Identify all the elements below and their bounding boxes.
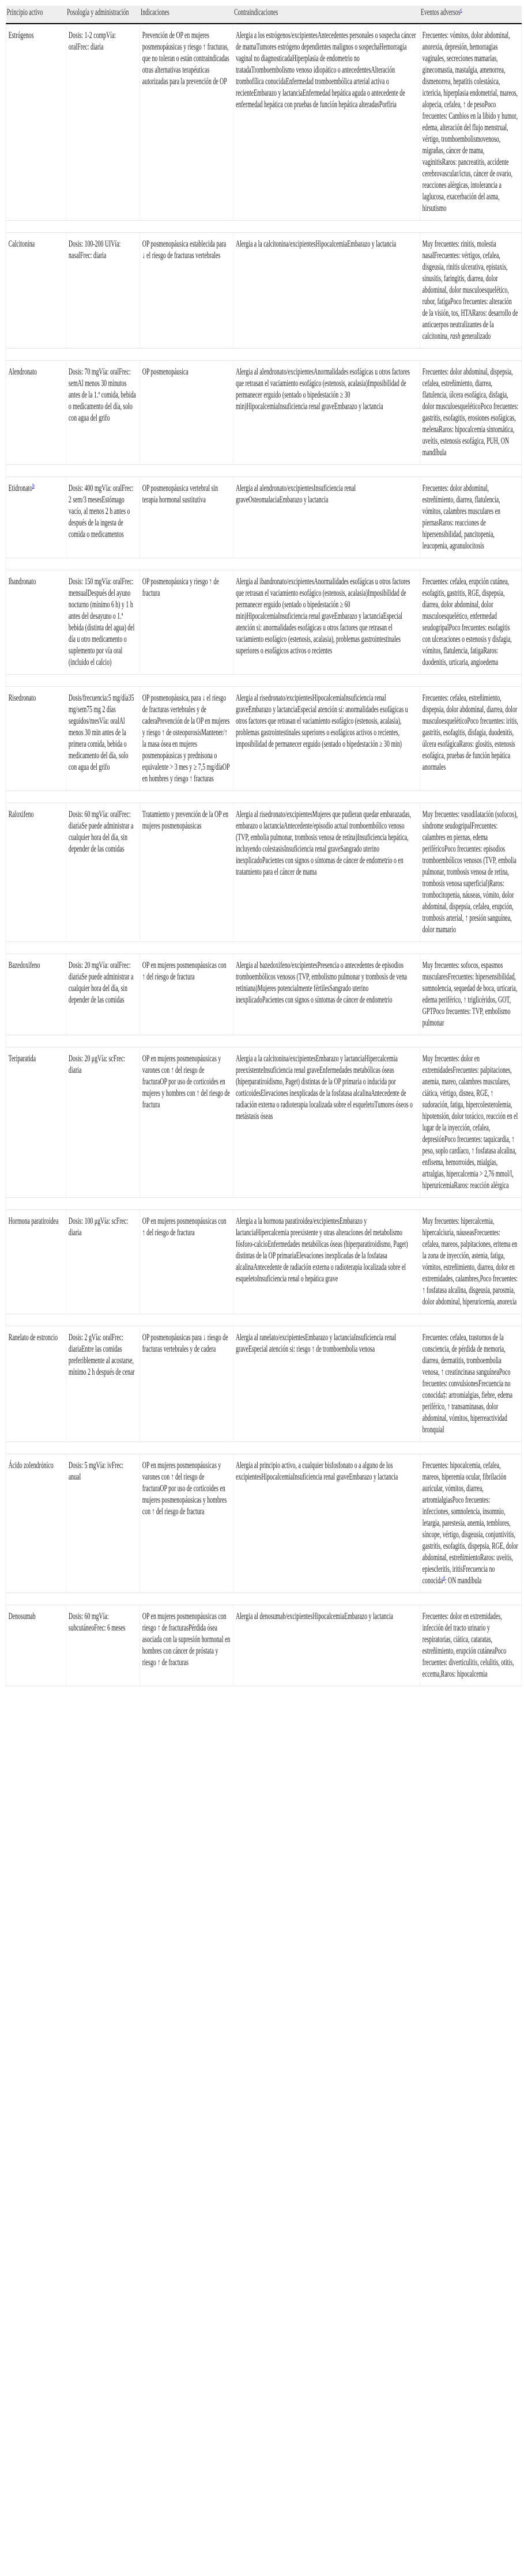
adverse-events-cell	[420, 1047, 522, 1198]
footnote-link-c[interactable]: c	[460, 6, 462, 13]
spacer-row	[6, 349, 521, 361]
cell-text: Denosumab	[8, 1612, 36, 1621]
contraindications-cell: Alergia al risedronato/excipientesHipocalcemiaInsuficiencia renal graveEmbarazo y lactanciaEspecial atención si: anormalidades esofágicas u otros factores que retrasan el vaciamiento esofágico (estenosis, acalasia), problemas gastrointestinales superiores o esofágicos activos o recientes, imposibilidad de permanecer erguido (sentado o bipedestación ≥ 30 min)	[233, 687, 420, 791]
spacer-row	[6, 1314, 521, 1326]
active-ingredient-cell	[6, 361, 66, 465]
cell-text: Muy frecuentes: sofocos, espasmos muscularesFrecuentes: hipersensibilidad, somnolencia, sequedad de boca, urticaria, edema periférico, ↑ triglicéridos, GOT, GPTPoco frecuentes: TVP, embolismo pulmonar	[422, 960, 518, 1028]
osteoporosis-drugs-table	[6, 6, 522, 1686]
adverse-events-cell	[420, 1605, 522, 1686]
header-dosing: Posología y administración	[66, 6, 140, 24]
active-ingredient-cell	[6, 1047, 66, 1198]
spacer-row	[6, 1035, 521, 1047]
cell-text: Risedronato	[8, 693, 36, 703]
cell-text: Frecuentes: cefalea, trastornos de la consciencia, de pérdida de memoria, diarrea, dermatitis, tromboembolia venosa, ↑ creatincinasa sanguíneaPoco frecuentes: convulsionesFrecuencia no conocida‡: artromialgias, fiebre, edema periférico, ↑ transaminasas, dolor abdominal, vómitos, hiperreactividad bronquial	[422, 1333, 512, 1435]
header-contraindications: Contraindicaciones	[233, 6, 420, 24]
cell-text: Raloxifeno	[8, 810, 34, 819]
cell-text: generalizado	[460, 331, 491, 341]
indications-cell: OP en mujeres posmenopáusicas con ↑ del riesgo de fractura	[140, 954, 233, 1035]
adverse-events-cell	[420, 1210, 522, 1314]
active-ingredient-cell	[6, 1210, 66, 1314]
adverse-events-cell	[420, 570, 522, 675]
cell-text: Estrógenos	[8, 31, 34, 40]
active-ingredient-cell	[6, 1605, 66, 1686]
indications-cell: OP posmenopáusica vertebral sin terapia hormonal sustitutiva	[140, 477, 233, 558]
header-adverse-events	[420, 6, 522, 24]
cell-text: Frecuentes: cefalea, estreñimiento, dispepsia, dolor abdominal, diarrea, dolor musculoesqueléticoPoco frecuentes: iritis, gastritis, esofagitis, disfagia, duodenitis, úlcera esofágicaRaros: glositis, estenosis esofágica, pruebas de función hepática anormales	[422, 693, 518, 772]
adverse-events-cell	[420, 361, 522, 465]
contraindications-cell: Alergia a la calcitonina/excipientesHipocalcemiaEmbarazo y lactancia	[233, 233, 420, 349]
active-ingredient-cell	[6, 954, 66, 1035]
contraindications-cell: Alergia al alendronato/excipientesInsuficiencia renal graveOsteomalaciaEmbarazo y lactancia	[233, 477, 420, 558]
cell-text: Ácido zolendrónico	[8, 1461, 54, 1470]
indications-cell: OP posmenopáusica establecida para ↓ el riesgo de fracturas vertebrales	[140, 233, 233, 349]
contraindications-cell: Alergia al principio activo, a cualquier bisfosfonato o a alguno de los excipientesHipocalcemiaInsuficiencia renal graveEmbarazo y lactancia	[233, 1454, 420, 1593]
adverse-events-cell	[420, 687, 522, 791]
table-row	[6, 1047, 521, 1198]
indications-cell: OP posmenopáusica y riesgo ↑ de fractura	[140, 570, 233, 675]
cell-text: Frecuentes: dolor abdominal, dispepsia, cefalea, estreñimiento, diarrea, flatulencia, úlcera esofágica, disfagia, dolor musculoesqueléticoPoco frecuentes: gastritis, esofagitis, erosiones esofágicas, melenaRaros: hipocalcemia sintomática, uveítis, estenosis esofágica, PUH, ON mandíbula	[422, 367, 519, 457]
spacer-row	[6, 942, 521, 954]
cell-text: Bazedoxifeno	[8, 960, 40, 970]
adverse-events-cell	[420, 1454, 522, 1593]
spacer-cell	[6, 1035, 521, 1047]
cell-text: Muy frecuentes: hipercalcemia, hipercalciuria, náuseasFrecuentes: cefalea, mareos, palpitaciones, eritema en la zona de inyección, astenia, fatiga, vómitos, estreñimiento, diarrea, dolor en extremidades, calambres,Poco frecuentes: ↑ fosfatasa alcalina, disgeusia, parosmia, dolor abdominal, hiperuricemia, anorexia	[422, 1216, 518, 1307]
dosing-cell: Dosis: 20 mgVía: oralFrec: diariaSe puede administrar a cualquier hora del día, sin depender de las comidas	[66, 954, 140, 1035]
indications-cell: Tratamiento y prevención de la OP en mujeres posmenopáusicas	[140, 803, 233, 942]
dosing-cell: Dosis: 1-2 compVía: oralFrec: diaria	[66, 24, 140, 221]
table-row	[6, 24, 521, 221]
spacer-cell	[6, 1593, 521, 1605]
cell-text: Frecuentes: hipocalcemia, cefalea, mareos, hiperemia ocular, fibrilación auricular, vómitos, diarrea, artromialgiasPoco frecuentes: infecciones, somnolencia, insomnio, letargia, parestesia, anemia, temblores, síncope, vértigo, disgeusia, conjuntivitis, gastritis, esofagitis, dispepsia, RGE, dolor abdominal, estreñimientoRaros: uveítis, epiescleritis, iritisFrecuencia no conocida	[422, 1461, 518, 1586]
dosing-cell: Dosis: 150 mgVía: oralFrec: mensualDespués del ayuno nocturno (mínimo 6 h) y 1 h antes del desayuno o 1.ª bebida (distinta del agua) del día u otro medicamento o suplemento por vía oral (incluido el calcio)	[66, 570, 140, 675]
table-header	[6, 6, 521, 24]
dosing-cell: Dosis: 100-200 UIVía: nasalFrec: diaria	[66, 233, 140, 349]
contraindications-cell: Alergia al ibandronato/excipientesAnormalidades esofágicas u otros factores que retrasan el vaciamiento esofágico (estenosis, acalasia)Imposibilidad de permanecer erguido (sentado o bipedestación ≥ 60 min)HipocalcemiaInsuficiencia renal graveEmbarazo y lactanciaEspecial atención si: anormalidades esofágicas u otros factores que retrasan el vaciamiento esofágico (estenosis, acalasia), problemas gastrointestinales superiores o esofágicos activos o recientes	[233, 570, 420, 675]
contraindications-cell: Alergia al denosumab/excipientesHipocalcemiaEmbarazo y lactancia	[233, 1605, 420, 1686]
cell-text: Ibandronato	[8, 577, 36, 587]
cell-text: Alendronato	[8, 367, 37, 377]
header-adverse-label: Eventos adversos	[420, 7, 461, 17]
contraindications-cell: Alergia al bazedoxifeno/excipientesPresencia o antecedentes de episodios tromboembólicos venosos (TVP, embolismo pulmonar y trombosis de vena retiniana)Mujeres potencialmente fértilesSangrado uterino inexplicadoPacientes con signos o síntomas de cáncer de endometrio	[233, 954, 420, 1035]
spacer-cell	[6, 942, 521, 954]
table-row	[6, 1454, 521, 1593]
active-ingredient-cell	[6, 570, 66, 675]
table-row	[6, 1210, 521, 1314]
table-body	[6, 24, 521, 1686]
footnote-link-d[interactable]: d	[443, 1574, 445, 1582]
cell-text: Frecuentes: dolor abdominal, estreñimiento, diarrea, flatulencia, vómitos, calambres musculares en piernasRaros: reacciones de hipersensibilidad, pancitopenia, leucopenia, agranulocitosis	[422, 483, 500, 551]
header-indications: Indicaciones	[140, 6, 233, 24]
header-active-ingredient: Principio activo	[6, 6, 66, 24]
dosing-cell: Dosis: 20 μgVía: scFrec: diaria	[66, 1047, 140, 1198]
contraindications-cell: Alergia a la calcitonina/excipientesEmbarazo y lactanciaHipercalcemia preexistenteInsuficiencia renal graveEnfermedades metabólicas óseas (hiperparatiroidismo, Paget) distintas de la OP primaria o inducida por corticoidesElevaciones inexplicadas de la fosfatasa alcalinaAntecedente de radiación externa o radioterapia localizada sobre el esqueletoTumores óseos o metástasis óseas	[233, 1047, 420, 1198]
table-row	[6, 1326, 521, 1442]
cell-text: Muy frecuentes: dolor en extremidadesFrecuentes: palpitaciones, anemia, mareo, calambres musculares, ciática, vértigo, disnea, RGE, ↑ sudoración, fatiga, hipercolesterolemia, hipotensión, dolor torácico, reacción en el lugar de la inyección, cefalea, depresiónPoco frecuentes: taquicardia, ↑ peso, soplo cardíaco, ↑ fosfatasa alcalina, enfisema, hemorroides, mialgias, artralgias, hipercalcemia > 2,76 mmol/l, hiperuricemiaRaros: reacción alérgica	[422, 1054, 518, 1190]
spacer-row	[6, 558, 521, 570]
cell-text: Calcitonina	[8, 239, 35, 249]
indications-cell: OP posmenopáusica, para ↓ el riesgo de fracturas vertebrales y de caderaPrevención de la OP en mujeres y riesgo ↑ de osteoporosisMantener/↑ la masa ósea en mujeres posmenopáusicas y prednisona o equivalente > 3 mes y ≥ 7,5 mg/díaOP en hombres y riesgo ↑ fracturas	[140, 687, 233, 791]
cell-text: Teriparatida	[8, 1054, 36, 1064]
contraindications-cell: Alergia al alendronato/excipientesAnormalidades esofágicas u otros factores que retrasan el vaciamiento esofágico (estenosis, acalasia)Imposibilidad de permanecer erguido (sentado o bipedestación ≥ 30 min)HipocalcemiaInsuficiencia renal graveEmbarazo y lactancia	[233, 361, 420, 465]
spacer-cell	[6, 558, 521, 570]
table-row	[6, 954, 521, 1035]
cell-text: Ranelato de estroncio	[8, 1333, 58, 1342]
spacer-row	[6, 1198, 521, 1210]
indications-cell: OP en mujeres posmenopáusicas con ↑ del riesgo de fractura	[140, 1210, 233, 1314]
contraindications-cell: Alergia al risedronato/excipientesMujeres que pudieran quedar embarazadas, embarazo o lactanciaAntecedente/episodio actual tromboembólico venoso (TVP, embolia pulmonar, trombosis venosa de retina)Insuficiencia hepática, incluyendo colestasisInsuficiencia renal graveSangrado uterino inexplicadoPacientes con signos o síntomas de cáncer de endometrio o en tratamiento para el cáncer de mama	[233, 803, 420, 942]
indications-cell: Prevención de OP en mujeres posmenopáusicas y riesgo ↑ fracturas, que no toleran o están contraindicadas otras alternativas terapéuticas autorizadas para la prevención de OP	[140, 24, 233, 221]
spacer-row	[6, 675, 521, 687]
dosing-cell: Dosis: 70 mgVía: oralFrec: semAl menos 30 minutos antes de la 1.ª comida, bebida o medicamento del día, solo con agua del grifo	[66, 361, 140, 465]
dosing-cell: Dosis: 60 mgVía: subcutáneoFrec: 6 meses	[66, 1605, 140, 1686]
spacer-cell	[6, 1442, 521, 1454]
active-ingredient-cell	[6, 687, 66, 791]
dosing-cell: Dosis: 400 mgVía: oralFrec: 2 sem/3 mesesEstómago vacío, al menos 2 h antes o después de la ingesta de comida o medicamentos	[66, 477, 140, 558]
dosing-cell: Dosis: 60 mgVía: oralFrec: diariaSe puede administrar a cualquier hora del día, sin depender de las comidas	[66, 803, 140, 942]
cell-text: Etidronato	[8, 483, 33, 493]
adverse-events-cell	[420, 803, 522, 942]
indications-cell: OP en mujeres posmenopáusicas y varones con ↑ del riesgo de fracturaOP por uso de corticoides en mujeres posmenopáusicas y hombres con ↑ del riesgo de fractura	[140, 1454, 233, 1593]
cell-text: : ON mandíbula	[444, 1576, 482, 1586]
table-row	[6, 477, 521, 558]
indications-cell: OP en mujeres posmenopáusicas con riesgo ↑ de fracturasPérdida ósea asociada con la supresión hormonal en hombres con cáncer de próstata y riesgo ↑ de fracturas	[140, 1605, 233, 1686]
dosing-cell: Dosis: 100 μgVía: scFrec: diaria	[66, 1210, 140, 1314]
spacer-cell	[6, 349, 521, 361]
spacer-row	[6, 465, 521, 477]
adverse-events-cell	[420, 24, 522, 221]
dosing-cell: Dosis: 2 gVía: oralFrec: diariaEntre las comidas preferiblemente al acostarse, mínimo 2 h después de cenar	[66, 1326, 140, 1442]
active-ingredient-cell	[6, 477, 66, 558]
contraindications-cell: Alergia a la hormona paratiroidea/excipientesEmbarazo y lactanciaHipercalcemia preexistente y otras alteraciones del metabolismo fósforo-calcioEnfermedades metabólicas óseas (hiperparatiroidismo, Paget) distintas de la OP primariaElevaciones inexplicadas de la fosfatasa alcalinaAntecedente de radiación externa o radioterapia localizada sobre el esqueletoInsuficiencia renal o hepática grave	[233, 1210, 420, 1314]
cell-text: Frecuentes: cefalea, erupción cutánea, esofagitis, gastritis, RGE, dispepsia, diarrea, dolor abdominal, dolor musculoesquelético, enfermedad seudogripalPoco frecuentes: esofagitis con ulceraciones o estenosis y disfagia, vómitos, flatulencia, fatigaRaros: duodenitis, urticaria, angioedema	[422, 577, 512, 667]
active-ingredient-cell	[6, 1326, 66, 1442]
contraindications-cell: Alergia al ranelato/excipientesEmbarazo y lactanciaInsuficiencia renal graveEspecial atención si: riesgo ↑ de tromboembolia venosa	[233, 1326, 420, 1442]
active-ingredient-cell	[6, 24, 66, 221]
active-ingredient-cell	[6, 1454, 66, 1593]
active-ingredient-cell	[6, 803, 66, 942]
cell-text: Muy frecuentes: vasodilatación (sofocos), síndrome seudogripalFrecuentes: calambres en piernas, edema periféricoPoco frecuentes: episodios tromboembólicos venosos (TVP, embolia pulmonar, trombosis venosa de retina, trombosis venosa superficial)Raros: trombocitopenia, náuseas, vómito, dolor abdominal, dispepsia, cefalea, erupción, trombosis arterial, ↑ presión sanguínea, dolor mamario	[422, 810, 518, 935]
spacer-row	[6, 1442, 521, 1454]
cell-text: Muy frecuentes: rinitis, molestia nasalFrecuentes: vértigos, cefalea, disgeusia, rinitis ulcerativa, epistaxis, sinusitis, faringitis, diarrea, dolor abdominal, dolor musculoesquelético, rubor, fatigaPoco frecuentes: alteración de la visión, tos, HTARaros: desarrollo de anticuerpos neutralizantes de la calcitonina,	[422, 239, 518, 341]
spacer-cell	[6, 465, 521, 477]
cell-text: Hormona paratiroidea	[8, 1216, 59, 1226]
table-row	[6, 570, 521, 675]
active-ingredient-cell	[6, 233, 66, 349]
spacer-row	[6, 1593, 521, 1605]
spacer-row	[6, 221, 521, 233]
table-row	[6, 803, 521, 942]
adverse-events-cell	[420, 477, 522, 558]
spacer-cell	[6, 1198, 521, 1210]
adverse-events-cell	[420, 954, 522, 1035]
indications-cell: OP posmenopáusicas para ↓ riesgo de fracturas vertebrales y de cadera	[140, 1326, 233, 1442]
dosing-cell: Dosis/frecuencia:5 mg/día35 mg/sem75 mg 2 días seguidos/mesVía: oralAl menos 30 min antes de la primera comida, bebida o medicamento del día, solo con agua del grifo	[66, 687, 140, 791]
adverse-events-cell	[420, 1326, 522, 1442]
spacer-cell	[6, 221, 521, 233]
spacer-row	[6, 791, 521, 803]
adverse-events-cell	[420, 233, 522, 349]
cell-text: Frecuentes: vómitos, dolor abdominal, anorexia, depresión, hemorragias vaginales, secreciones mamarias, ginecomastia, mastalgia, amenorrea, dismenorrea, hepatitis colestásica, ictericia, hiperplasia endometrial, mareos, alopecia, cefalea, ↑ de pesoPoco frecuentes: Cambios en la libido y humor, edema, alteración del flujo menstrual, vértigo, tromboembolismovenoso, migrañas, cáncer de mama, vaginitisRaros: pancreatitis, accidente cerebrovascular/ictus, cáncer de ovario, reacciones alérgicas, intolerancia a laglucosa, exacerbación del asma, hirsutismo	[422, 31, 518, 213]
dosing-cell: Dosis: 5 mgVía: ivFrec: anual	[66, 1454, 140, 1593]
italic-text: rash	[450, 331, 461, 341]
table-row	[6, 687, 521, 791]
indications-cell: OP en mujeres posmenopáusicas y varones con ↑ del riesgo de fracturaOP por uso de corticoides en mujeres y hombres con ↑ del riesgo de fractura	[140, 1047, 233, 1198]
header-row	[6, 6, 521, 24]
spacer-cell	[6, 1314, 521, 1326]
indications-cell: OP posmenopáusica	[140, 361, 233, 465]
table-row	[6, 233, 521, 349]
table-row	[6, 361, 521, 465]
table-row	[6, 1605, 521, 1686]
cell-text: Frecuentes: dolor en extremidades, infección del tracto urinario y respiratorias, ciática, cataratas, estreñimiento, erupción cutáneaPoco frecuentes: diverticulitis, celulitis, otitis, eccema,Raros: hipocalcemia	[422, 1612, 514, 1679]
footnote-link-b[interactable]: b	[32, 482, 35, 489]
contraindications-cell: Alergia a los estrógenos/excipientesAntecedentes personales o sospecha cáncer de mamaTumores estrógeno dependientes malignos o sospechaHemorragia vaginal no diagnosticadaHiperplasia de endometrio no tratadaTromboembolismo venoso idiopático o antecedentesAlteración trombofílica conocidaEnfermedad tromboembólica arterial activa o recienteEmbarazo y lactanciaEnfermedad hepática aguda o antecedente de enfermedad hepática con pruebas de función hepática alteradasPorfiria	[233, 24, 420, 221]
spacer-cell	[6, 791, 521, 803]
spacer-cell	[6, 675, 521, 687]
